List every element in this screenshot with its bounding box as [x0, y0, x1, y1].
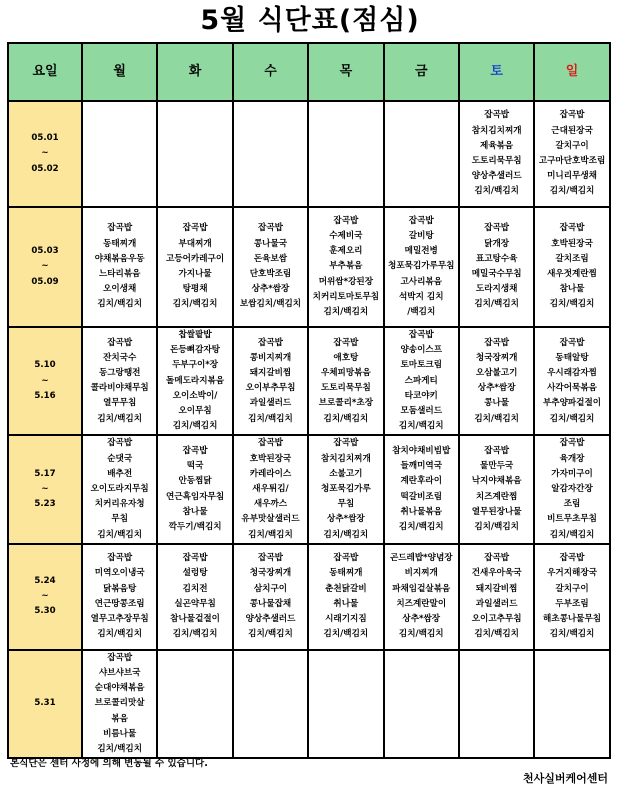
menu-item: 잡곡밥: [559, 337, 585, 348]
menu-cell: [534, 435, 609, 543]
menu-cell: [82, 101, 157, 207]
menu-item: 오삼불고기: [475, 368, 518, 378]
menu-item: 김치/백김치: [323, 413, 369, 424]
menu-item: 참치야채비빔밥: [392, 446, 451, 457]
menu-cell: [308, 650, 383, 758]
menu-item: 콩비지찌개: [249, 352, 292, 363]
menu-item: 떡갈비조림: [400, 491, 443, 502]
menu-item: 새우까스: [253, 499, 288, 510]
menu-item: 우시래감자찜: [547, 368, 597, 378]
week-date-range: [8, 435, 82, 543]
date-text: ~: [41, 375, 49, 386]
date-text: 5.23: [34, 499, 56, 510]
menu-item: 우거지해장국: [547, 568, 597, 579]
menu-cell: [459, 327, 534, 435]
week-date-range: [8, 544, 82, 650]
menu-cell: [233, 207, 308, 327]
menu-item: 표고탕수육: [475, 253, 518, 264]
menu-item: 무침: [111, 514, 128, 525]
menu-item: 돼지갈비찜: [249, 368, 292, 378]
menu-item: 동태찌개: [329, 568, 363, 579]
header-monday: 월: [82, 43, 157, 101]
menu-item: 김치/백김치: [97, 413, 143, 424]
menu-item: 잡곡밥: [333, 337, 359, 348]
menu-item: 배추전: [107, 468, 133, 479]
menu-item: 알감자간장: [551, 484, 593, 495]
menu-item: 김치/백김치: [474, 299, 519, 310]
menu-item: 깍두기/백김치: [168, 522, 222, 533]
menu-item: 떡국: [186, 461, 204, 472]
menu-cell: [534, 544, 609, 650]
menu-item: 청포묵김가루무침: [388, 261, 455, 272]
menu-item: 근대된장국: [551, 125, 593, 136]
menu-item: 낙지야채볶음: [471, 476, 522, 487]
menu-item: 잡곡밥: [107, 223, 133, 234]
menu-item: 김치/백김치: [474, 413, 519, 424]
menu-item: 열무고추장무침: [90, 614, 149, 625]
menu-item: 잔치국수: [103, 352, 137, 363]
menu-item: 동태알탕: [555, 352, 589, 363]
menu-item: 콜라비야채무침: [90, 383, 149, 394]
menu-item: 타코야키: [404, 390, 438, 401]
date-text: 05.02: [31, 163, 59, 174]
menu-item: 김치/백김치: [97, 744, 143, 755]
menu-item: 샤브샤브국: [98, 668, 141, 679]
menu-cell: [384, 207, 459, 327]
menu-cell: [534, 101, 609, 207]
menu-item: 느타리볶음: [98, 269, 141, 279]
menu-cell: [459, 650, 534, 758]
menu-item: 해초콩나물무침: [542, 614, 602, 625]
menu-item: 가지나물: [178, 269, 212, 279]
menu-item: 잡곡밥: [182, 446, 208, 457]
menu-item: 김치/백김치: [97, 529, 143, 540]
menu-item: 상추*쌈장: [477, 383, 516, 394]
date-text: 05.09: [31, 276, 59, 287]
menu-item: 잡곡밥: [484, 446, 510, 457]
menu-item: 김치전: [182, 583, 208, 594]
menu-item: 순대야채볶음: [94, 683, 145, 694]
week-row: [8, 544, 610, 650]
menu-item: 과일샐러드: [249, 398, 292, 409]
week-row: [8, 207, 610, 327]
menu-item: 갈치구이: [555, 140, 589, 151]
menu-item: 오이부추무침: [245, 383, 296, 394]
menu-item: 조림: [563, 499, 581, 510]
date-text: 05.01: [31, 133, 59, 144]
menu-item: 비름나물: [103, 728, 137, 739]
menu-item: 김치/백김치: [474, 629, 519, 640]
menu-item: 김치/백김치: [549, 299, 595, 310]
menu-cell: [157, 327, 232, 435]
menu-item: 미역오이냉국: [94, 568, 145, 579]
menu-item: 메밀국수무침: [471, 269, 522, 279]
week-row: [8, 435, 610, 543]
menu-item: 시래기지짐: [325, 614, 367, 625]
menu-cell: [308, 435, 383, 543]
menu-item: 오이무침: [178, 406, 212, 417]
menu-item: 상추*쌈장: [327, 514, 365, 525]
menu-item: 참치김치찌개: [320, 453, 371, 464]
header-day-label: 요일: [8, 43, 82, 101]
menu-item: 잡곡밥: [484, 223, 510, 234]
menu-item: 잡곡밥: [107, 553, 133, 564]
menu-cell: [82, 435, 157, 543]
menu-item: 김치/백김치: [172, 629, 218, 640]
date-text: ~: [41, 591, 49, 602]
menu-item: 김치/백김치: [248, 413, 293, 424]
menu-item: 오이소박이/: [172, 390, 218, 401]
menu-item: 계란후라이: [400, 476, 443, 487]
menu-item: 고사리볶음: [400, 276, 443, 287]
menu-item: 콩나물잡채: [249, 598, 292, 609]
menu-item: 참나물: [182, 506, 208, 517]
menu-item: 돈육보쌈: [253, 253, 288, 264]
menu-cell: [233, 544, 308, 650]
menu-item: 건새우아욱국: [471, 568, 522, 579]
menu-item: 잡곡밥: [559, 223, 585, 234]
menu-item: 잡곡밥: [107, 438, 133, 449]
menu-cell: [233, 327, 308, 435]
menu-item: 잡곡밥: [258, 553, 283, 564]
menu-item: 김치/백김치: [474, 522, 519, 533]
menu-item: 곤드레밥*양념장: [389, 553, 453, 564]
menu-item: 갈비탕: [408, 230, 434, 241]
date-text: ~: [41, 261, 49, 272]
menu-item: 토마토크림: [400, 360, 443, 371]
menu-item: 부추양파겉절이: [542, 398, 602, 409]
menu-item: 잡곡밥: [333, 438, 359, 449]
header-saturday: 토: [459, 43, 534, 101]
menu-item: 모둠샐러드: [400, 406, 443, 417]
menu-item: 물만두국: [480, 461, 514, 472]
menu-item: 잡곡밥: [484, 337, 510, 348]
menu-item: 김치/백김치: [248, 529, 293, 540]
menu-item: 김치/백김치: [172, 421, 218, 432]
menu-cell: [459, 544, 534, 650]
menu-item: 닭개장: [484, 238, 510, 249]
date-text: 05.03: [31, 246, 59, 257]
menu-item: 잡곡밥: [484, 110, 510, 121]
menu-item: 김치/백김치: [97, 629, 143, 640]
date-text: 5.16: [34, 390, 56, 401]
menu-item: 김치/백김치: [549, 629, 595, 640]
menu-item: 삼치구이: [253, 583, 288, 594]
menu-item: 도토리묵무침: [320, 383, 371, 394]
menu-item: 돼지갈비찜: [475, 583, 518, 594]
menu-cell: [157, 207, 232, 327]
menu-item: 잡곡밥: [107, 337, 133, 348]
menu-item: 미니리무생채: [547, 171, 597, 182]
menu-item: 청포묵김가루: [320, 484, 371, 495]
menu-item: 동태찌개: [103, 238, 137, 249]
menu-item: 부대찌개: [178, 238, 212, 249]
menu-body: [8, 101, 610, 758]
menu-cell: [384, 101, 459, 207]
week-date-range: [8, 101, 82, 207]
menu-item: 춘천닭갈비: [325, 583, 367, 594]
menu-item: 잡곡밥: [258, 438, 283, 449]
menu-item: 소불고기: [329, 468, 363, 479]
menu-item: 취나물볶음: [400, 506, 443, 517]
menu-item: 안동찜닭: [178, 476, 212, 487]
menu-item: 김치/백김치: [474, 186, 519, 197]
header-sunday: 일: [534, 43, 609, 101]
menu-item: 비지찌개: [404, 568, 438, 579]
menu-table: [7, 42, 611, 759]
menu-item: 사각어묵볶음: [547, 383, 597, 394]
menu-note: 본식단은 센터 사정에 의해 변동될 수 있습니다.: [10, 758, 208, 769]
menu-item: 동그랑땡전: [98, 368, 141, 378]
menu-item: 김치/백김치: [248, 629, 293, 640]
menu-item: 참치김치찌개: [471, 125, 522, 136]
menu-cell: [459, 435, 534, 543]
menu-item: 메밀전병: [404, 246, 438, 257]
menu-item: 김치/백김치: [398, 522, 444, 533]
menu-item: 브로콜리맛살: [94, 698, 145, 709]
menu-item: 치커리유자청: [94, 499, 145, 510]
menu-cell: [308, 101, 383, 207]
menu-cell: [157, 435, 232, 543]
menu-item: 무침: [337, 499, 355, 510]
menu-item: 김치/백김치: [398, 629, 444, 640]
menu-item: 참나물겉절이: [170, 614, 220, 625]
menu-item: 보쌈김치/백김치: [239, 299, 302, 310]
date-text: ~: [41, 484, 49, 495]
menu-cell: [308, 327, 383, 435]
menu-item: 김치/백김치: [549, 413, 595, 424]
week-row: [8, 327, 610, 435]
menu-item: 잡곡밥: [258, 337, 283, 348]
menu-item: 김치/백김치: [398, 421, 444, 432]
menu-item: 열무무침: [103, 398, 137, 409]
menu-item: 콩나물: [484, 398, 510, 409]
menu-cell: [82, 207, 157, 327]
menu-item: 잡곡밥: [258, 223, 283, 234]
menu-item: 과일샐러드: [475, 598, 518, 609]
menu-item: 잡곡밥: [559, 110, 585, 121]
header-thursday: 목: [308, 43, 383, 101]
menu-cell: [308, 544, 383, 650]
menu-cell: [82, 327, 157, 435]
menu-item: 연근흑임자무침: [166, 491, 225, 502]
menu-item: 연근땅콩조림: [94, 598, 145, 609]
menu-item: 김치/백김치: [97, 299, 143, 310]
menu-item: 들깨미역국: [400, 461, 443, 472]
menu-item: 잡곡밥: [559, 438, 585, 449]
menu-item: 카레라이스: [249, 468, 292, 479]
menu-item: 브로콜리*초장: [318, 398, 374, 409]
date-text: 5.10: [34, 360, 56, 371]
menu-item: 잡곡밥: [182, 553, 208, 564]
menu-cell: [384, 435, 459, 543]
date-text: 5.17: [34, 468, 56, 479]
header-row: [8, 43, 610, 101]
week-row: [8, 101, 610, 207]
menu-item: 우체피망볶음: [320, 368, 371, 378]
menu-item: 머위쌈*강된장: [318, 276, 374, 287]
week-date-range: [8, 327, 82, 435]
menu-cell: [384, 327, 459, 435]
menu-cell: [384, 544, 459, 650]
menu-item: 고구마단호박조림: [538, 156, 606, 166]
menu-item: 김치/백김치: [323, 307, 369, 317]
header-wednesday: 수: [233, 43, 308, 101]
menu-item: 김치/백김치: [549, 529, 595, 540]
menu-cell: [534, 327, 609, 435]
menu-item: 유부맛살샐러드: [241, 514, 300, 525]
date-text: 5.30: [34, 606, 56, 617]
menu-item: 오이고추무침: [471, 614, 522, 625]
menu-item: 비트무초무침: [547, 514, 597, 525]
menu-item: 오이생채: [103, 284, 137, 295]
menu-item: 육개장: [559, 453, 585, 464]
menu-item: 치즈계란찜: [475, 491, 518, 502]
menu-item: 상추*쌈장: [402, 614, 441, 625]
menu-item: 김치/백김치: [323, 629, 369, 640]
menu-item: 잡곡밥: [333, 553, 359, 564]
menu-item: 김치/백김치: [549, 186, 595, 197]
menu-item: 제육볶음: [480, 140, 514, 151]
menu-item: 도라지생채: [475, 284, 518, 295]
menu-item: 돈등뼈감자탕: [170, 345, 220, 356]
menu-item: 석박지 김치: [399, 291, 444, 302]
menu-cell: [233, 650, 308, 758]
menu-item: 야채볶음우동: [94, 253, 145, 264]
menu-item: 갈치조림: [555, 253, 589, 264]
menu-cell: [384, 650, 459, 758]
menu-cell: [534, 207, 609, 327]
menu-item: 양상추샐러드: [245, 614, 296, 625]
menu-item: 열무된장나물: [471, 506, 522, 517]
week-date-range: [8, 207, 82, 327]
menu-cell: [308, 207, 383, 327]
menu-item: 실곤약무침: [174, 598, 216, 609]
menu-item: 김치/백김치: [323, 529, 369, 540]
menu-item: 닭볶음탕: [103, 583, 137, 594]
menu-item: 도토리묵무침: [471, 156, 522, 166]
week-date-range: [8, 650, 82, 758]
menu-cell: [534, 650, 609, 758]
menu-item: 콩나물국: [253, 238, 288, 249]
menu-item: 잡곡밥: [182, 223, 208, 234]
menu-item: 호박된장국: [249, 453, 292, 464]
menu-item: 양상추샐러드: [471, 171, 522, 182]
menu-item: 설렁탕: [182, 568, 208, 579]
menu-item: 새우젓계란찜: [547, 269, 597, 279]
menu-item: 수제비국: [329, 230, 363, 241]
menu-cell: [82, 544, 157, 650]
menu-item: 잡곡밥: [333, 215, 359, 226]
menu-item: 파채임겉살볶음: [392, 583, 451, 594]
date-text: 5.24: [34, 576, 56, 587]
center-name: 천사실버케어센터: [522, 772, 608, 785]
menu-item: 단호박조림: [249, 269, 292, 279]
header-friday: 금: [384, 43, 459, 101]
menu-item: 오이도라지무침: [90, 484, 149, 495]
menu-item: 취나물: [333, 598, 359, 609]
menu-item: 새우튀김/: [252, 484, 289, 495]
menu-item: 청국장찌개: [475, 352, 518, 363]
menu-item: 참나물: [559, 284, 585, 295]
menu-item: 볶음: [111, 713, 128, 724]
menu-cell: [157, 101, 232, 207]
menu-item: 고등어카레구이: [166, 253, 225, 264]
menu-cell: [157, 544, 232, 650]
week-row: [8, 650, 610, 758]
menu-item: 잡곡밥: [408, 330, 434, 340]
date-text: ~: [41, 148, 49, 159]
menu-cell: [233, 435, 308, 543]
menu-cell: [459, 101, 534, 207]
menu-item: 청국장찌개: [249, 568, 292, 579]
menu-item: 가자미구이: [551, 468, 593, 479]
menu-item: 애호탕: [333, 352, 359, 363]
menu-item: 훈제오리: [329, 246, 363, 257]
menu-item: 잡곡밥: [107, 652, 133, 663]
menu-item: 잡곡밥: [408, 215, 434, 226]
menu-item: 잡곡밥: [559, 553, 585, 564]
menu-item: 치커리토마토무침: [312, 291, 380, 302]
menu-item: 호박된장국: [551, 238, 593, 249]
menu-cell: [233, 101, 308, 207]
menu-item: 치즈계란말이: [396, 598, 447, 609]
menu-item: 두부조림: [555, 598, 589, 609]
menu-item: 찹쌀팥밥: [178, 330, 212, 340]
header-tuesday: 화: [157, 43, 232, 101]
menu-item: 탕평채: [182, 284, 208, 295]
menu-item: 돌메도라지볶음: [166, 375, 225, 386]
menu-item: 양송이스프: [400, 345, 443, 356]
menu-item: 스파게티: [404, 375, 438, 386]
menu-item: 순댓국: [107, 453, 133, 464]
menu-item: 두부구이*장: [172, 360, 219, 371]
menu-item: /백김치: [407, 307, 436, 317]
menu-item: 김치/백김치: [172, 299, 218, 310]
page-title: 5월 식단표(점심): [200, 5, 420, 36]
menu-cell: [82, 650, 157, 758]
menu-cell: [459, 207, 534, 327]
date-text: 5.31: [34, 698, 56, 709]
menu-cell: [157, 650, 232, 758]
menu-item: 상추*쌈장: [251, 284, 290, 295]
menu-item: 잡곡밥: [484, 553, 510, 564]
menu-item: 갈치구이: [555, 583, 589, 594]
menu-item: 부추볶음: [329, 261, 363, 272]
